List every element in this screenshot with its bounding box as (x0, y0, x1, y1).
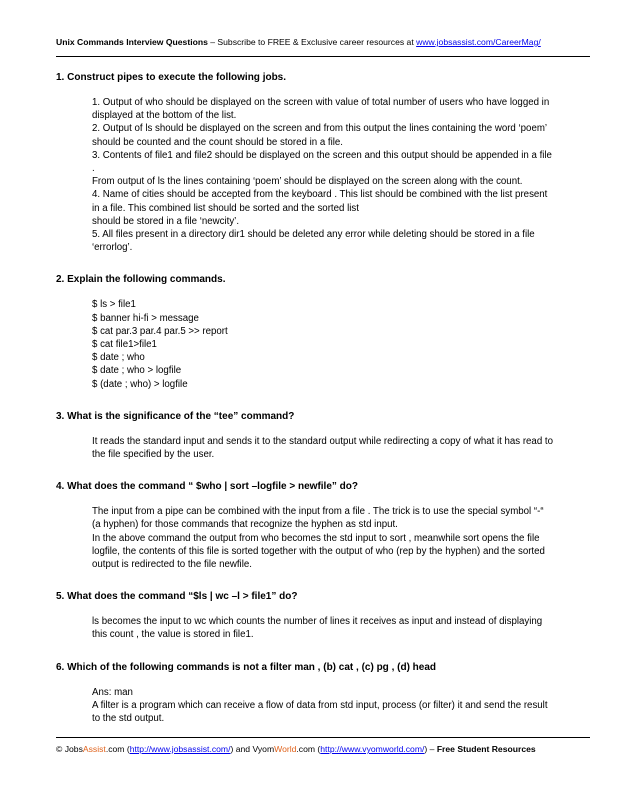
body-line: . (92, 163, 95, 175)
question-title: 2. Explain the following commands. (56, 274, 226, 286)
footer-and: ) and (230, 744, 253, 754)
body-line: From output of ls the lines containing ‘poem’ should be displayed on the screen along with the count. (92, 176, 523, 188)
brand-part-accent: World (274, 744, 297, 754)
page-footer (56, 744, 596, 754)
body-line: in a file. This combined list should be sorted and the sorted list (92, 202, 359, 214)
vyomworld-link[interactable]: http://www.vyomworld.com/ (320, 744, 425, 754)
jobsassist-brand (65, 744, 130, 754)
page-header (56, 37, 596, 47)
body-line: displayed at the bottom of the list. (92, 110, 237, 122)
question-title: 5. What does the command “$ls | wc –l > file1” do? (56, 591, 298, 603)
question-2 (56, 273, 590, 390)
question-5 (56, 590, 590, 641)
body-line: to the std output. (92, 713, 165, 725)
question-title: 6. Which of the following commands is not a filter man , (b) cat , (c) pg , (d) head (56, 661, 437, 673)
brand-part: Vyom (252, 744, 275, 754)
questions-list (56, 71, 590, 744)
body-line: A filter is a program which can receive a flow of data from std input, process (or filter) it and send the result (92, 699, 548, 711)
body-line: output is redirected to the file newfile. (92, 559, 252, 571)
question-4 (56, 480, 590, 571)
body-line: logfile, the contents of this file is sorted together with the output of who (rep by the hyphen) and the sorted (92, 545, 545, 557)
question-body (56, 435, 590, 461)
body-line: $ cat par.3 par.4 par.5 >> report (92, 325, 228, 337)
header-subtitle: – Subscribe to FREE & Exclusive career resources at (207, 37, 417, 47)
body-line: 2. Output of ls should be displayed on the screen and from this output the lines containing the word ‘poem’ (92, 123, 548, 135)
jobsassist-link[interactable]: http://www.jobsassist.com/ (129, 744, 231, 754)
question-6 (56, 661, 590, 726)
brand-part: .com ( (296, 744, 321, 754)
body-line: ls becomes the input to wc which counts the number of lines it receives as input and instead of displaying (92, 616, 543, 628)
header-divider (56, 56, 590, 57)
body-line: $ date ; who > logfile (92, 365, 182, 377)
body-line: 3. Contents of file1 and file2 should be displayed on the screen and this output should be appended in a file (92, 149, 552, 161)
body-line: 1. Output of who should be displayed on the screen with value of total number of users who have logged in (92, 97, 550, 108)
question-title: 1. Construct pipes to execute the following jobs. (56, 72, 287, 83)
brand-part: .com ( (105, 744, 130, 754)
header-link[interactable]: www.jobsassist.com/CareerMag/ (416, 37, 541, 47)
footer-tagline: Free Student Resources (436, 744, 536, 754)
header-title: Unix Commands Interview Questions (56, 37, 208, 47)
question-body (56, 686, 590, 726)
body-line: should be stored in a file ‘newcity’. (92, 215, 240, 227)
brand-part-accent: Assist (82, 744, 106, 754)
question-body (56, 96, 590, 254)
vyomworld-brand (252, 744, 320, 754)
copyright-symbol: © (56, 744, 65, 754)
body-line: should be counted and the count should be stored in a file. (92, 136, 343, 148)
body-line: this count , the value is stored in file1. (92, 629, 254, 641)
brand-part: Jobs (64, 744, 83, 754)
question-title: 4. What does the command “ $who | sort –logfile > newfile” do? (56, 481, 359, 493)
body-line: Ans: man (92, 686, 133, 698)
question-body (56, 505, 590, 571)
body-line: the file specified by the user. (92, 449, 215, 461)
question-body (56, 298, 590, 390)
body-line: $ date ; who (92, 352, 145, 364)
body-line: (a hyphen) for those commands that recognize the hyphen as std input. (92, 519, 398, 531)
footer-close: ) – (424, 744, 437, 754)
body-line: $ banner hi-fi > message (92, 312, 199, 324)
body-line: It reads the standard input and sends it to the standard output while redirecting a copy of what it has read to (92, 435, 553, 447)
body-line: $ cat file1>file1 (92, 339, 157, 351)
question-body (56, 615, 590, 641)
body-line: $ (date ; who) > logfile (92, 378, 188, 390)
body-line: The input from a pipe can be combined with the input from a file . The trick is to use the special symbol “-“ (92, 506, 544, 518)
body-line: In the above command the output from who becomes the std input to sort , meanwhile sort opens the file (92, 532, 540, 544)
question-3 (56, 410, 590, 461)
body-line: ‘errorlog’. (92, 242, 133, 254)
question-1 (56, 71, 590, 254)
body-line: $ ls > file1 (92, 299, 136, 311)
footer-divider (56, 737, 590, 738)
body-line: 4. Name of cities should be accepted from the keyboard . This list should be combined with the list present (92, 189, 548, 201)
question-title: 3. What is the significance of the “tee” command? (56, 410, 295, 422)
body-line: 5. All files present in a directory dir1 should be deleted any error while deleting should be stored in a file (92, 229, 535, 241)
